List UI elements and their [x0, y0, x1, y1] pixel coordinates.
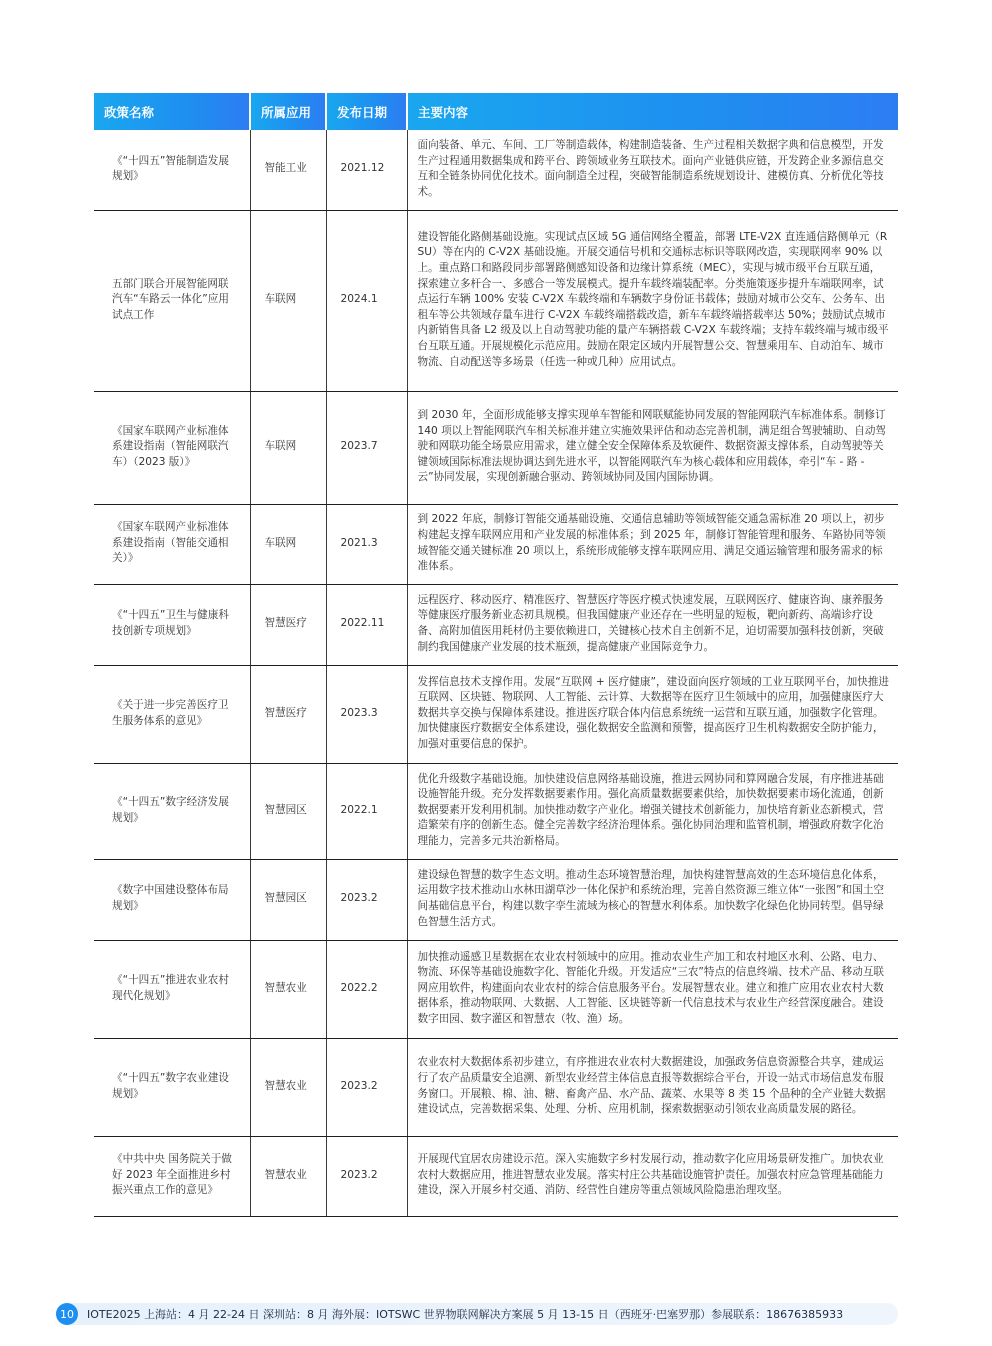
policy-name-cell: 《数字中国建设整体布局规划》 [94, 859, 250, 940]
application-cell: 智慧农业 [250, 1038, 326, 1136]
main-content-cell: 到 2022 年底，制修订智能交通基础设施、交通信息辅助等领域智能交通急需标准 20 项以上，初步构建起支撑车联网应用和产业发展的标准体系；到 2025 年，制修订智能管理和服务、车路协同等领域智能交通关键标准 20 项以上，系统形成能够支撑车联网应用、满足交通运输管理和服务需求的标准体系。 [407, 504, 898, 584]
release-date-cell: 2023.2 [326, 1136, 407, 1216]
header-application: 所属应用 [250, 93, 326, 130]
table-row [94, 763, 898, 859]
table-row [94, 504, 898, 584]
policy-name-cell: 《关于进一步完善医疗卫生服务体系的意见》 [94, 665, 250, 763]
release-date-cell: 2023.2 [326, 859, 407, 940]
main-content-cell: 加快推动遥感卫星数据在农业农村领域中的应用。推动农业生产加工和农村地区水利、公路、电力、物流、环保等基础设施数字化、智能化升级。开发适应“三农”特点的信息终端、技术产品、移动互联网应用软件，构建面向农业农村的综合信息服务平台。发展智慧农业。建立和推广应用农业农村大数据体系，推动物联网、大数据、人工智能、区块链等新一代信息技术与农业生产经营深度融合。建设数字田园、数字灌区和智慧农（牧、渔）场。 [407, 940, 898, 1038]
policy-name-cell: 《中共中央 国务院关于做好 2023 年全面推进乡村振兴重点工作的意见》 [94, 1136, 250, 1216]
policy-table [94, 93, 898, 1217]
header-policy-name: 政策名称 [94, 93, 250, 130]
main-content-cell: 优化升级数字基础设施。加快建设信息网络基础设施，推进云网协同和算网融合发展，有序推进基础设施智能升级。充分发挥数据要素作用。强化高质量数据要素供给，加快数据要素市场化流通，创新数据要素开发利用机制。加快推动数字产业化。增强关键技术创新能力，加快培育新业态新模式，营造繁荣有序的创新生态。健全完善数字经济治理体系。强化协同治理和监管机制，增强政府数字化治理能力，完善多元共治新格局。 [407, 763, 898, 859]
main-content-cell: 远程医疗、移动医疗、精准医疗、智慧医疗等医疗模式快速发展，互联网医疗、健康咨询、康养服务等健康医疗服务新业态初具规模。但我国健康产业还存在一些明显的短板，靶向新药、高端诊疗设备、高附加值医用耗材仍主要依赖进口，关键核心技术自主创新不足，迫切需要加强科技创新，突破制约我国健康产业发展的技术瓶颈，提高健康产业国际竞争力。 [407, 584, 898, 665]
release-date-cell: 2021.12 [326, 130, 407, 210]
policy-name-cell: 五部门联合开展智能网联汽车“车路云一体化”应用试点工作 [94, 210, 250, 391]
table-row [94, 859, 898, 940]
application-cell: 智慧农业 [250, 1136, 326, 1216]
table-row [94, 130, 898, 210]
table-body [94, 130, 898, 1216]
policy-name-cell: 《“十四五”智能制造发展规划》 [94, 130, 250, 210]
table-row [94, 940, 898, 1038]
table-row [94, 665, 898, 763]
footer-text: IOTE2025 上海站：4 月 22-24 日 深圳站：8 月 海外展：IOTSWC 世界物联网解决方案展 5 月 13-15 日（西班牙·巴塞罗那）参展联系：18676385933 [87, 1308, 844, 1321]
main-content-cell: 农业农村大数据体系初步建立，有序推进农业农村大数据建设，加强政务信息资源整合共享，建成运行了农产品质量安全追溯、新型农业经营主体信息直报等数据综合平台，开设一站式市场信息发布服务窗口。开展粮、棉、油、糖、畜禽产品、水产品、蔬菜、水果等 8 类 15 个品种的全产业链大数据建设试点，完善数据采集、处理、分析、应用机制，探索数据驱动引领农业高质量发展的路径。 [407, 1038, 898, 1136]
application-cell: 智能工业 [250, 130, 326, 210]
application-cell: 智慧园区 [250, 859, 326, 940]
application-cell: 智慧医疗 [250, 665, 326, 763]
header-release-date: 发布日期 [326, 93, 407, 130]
release-date-cell: 2021.3 [326, 504, 407, 584]
application-cell: 智慧农业 [250, 940, 326, 1038]
table-row [94, 210, 898, 391]
application-cell: 车联网 [250, 504, 326, 584]
policy-name-cell: 《“十四五”推进农业农村现代化规划》 [94, 940, 250, 1038]
main-content-cell: 发挥信息技术支撑作用。发展“互联网 + 医疗健康”，建设面向医疗领域的工业互联网平台，加快推进互联网、区块链、物联网、人工智能、云计算、大数据等在医疗卫生领域中的应用，加强健康医疗大数据共享交换与保障体系建设。推进医疗联合体内信息系统统一运营和互联互通，加强数字化管理。加快健康医疗数据安全体系建设，强化数据安全监测和预警，提高医疗卫生机构数据安全防护能力，加强对重要信息的保护。 [407, 665, 898, 763]
application-cell: 车联网 [250, 391, 326, 504]
policy-name-cell: 《“十四五”数字农业建设规划》 [94, 1038, 250, 1136]
table-row [94, 1038, 898, 1136]
policy-name-cell: 《国家车联网产业标准体系建设指南（智能交通相关）》 [94, 504, 250, 584]
table-row [94, 584, 898, 665]
table-row [94, 391, 898, 504]
main-content-cell: 开展现代宜居农房建设示范。深入实施数字乡村发展行动，推动数字化应用场景研发推广。加快农业农村大数据应用，推进智慧农业发展。落实村庄公共基础设施管护责任。加强农村应急管理基础能力建设，深入开展乡村交通、消防、经营性自建房等重点领域风险隐患治理攻坚。 [407, 1136, 898, 1216]
application-cell: 智慧园区 [250, 763, 326, 859]
main-content-cell: 建设智能化路侧基础设施。实现试点区域 5G 通信网络全覆盖，部署 LTE-V2X 直连通信路侧单元（RSU）等在内的 C-V2X 基础设施。开展交通信号机和交通标志标识等联网改造，实现联网率 90% 以上。重点路口和路段同步部署路侧感知设备和边缘计算系统（MEC），实现与城市级平台互联互通，探索建立多杆合一、多感合一等发展模式。提升车载终端装配率。分类施策逐步提升车端联网率，试点运行车辆 100% 安装 C-V2X 车载终端和车辆数字身份证书载体；鼓励对城市公交车、公务车、出租车等公共领域存量车进行 C-V2X 车载终端搭载改造，新车车载终端搭载率达 50%；鼓励试点城市内新销售具备 L2 级及以上自动驾驶功能的量产车辆搭载 C-V2X 车载终端；支持车载终端与城市级平台互联互通。开展规模化示范应用。鼓励在限定区域内开展智慧公交、智慧乘用车、自动泊车、城市物流、自动配送等多场景（任选一种或几种）应用试点。 [407, 210, 898, 391]
release-date-cell: 2023.7 [326, 391, 407, 504]
table-header-row [94, 93, 898, 130]
footer-bar [56, 1303, 898, 1325]
policy-name-cell: 《“十四五”数字经济发展规划》 [94, 763, 250, 859]
policy-name-cell: 《“十四五”卫生与健康科技创新专项规划》 [94, 584, 250, 665]
release-date-cell: 2022.2 [326, 940, 407, 1038]
main-content-cell: 到 2030 年，全面形成能够支撑实现单车智能和网联赋能协同发展的智能网联汽车标准体系。制修订 140 项以上智能网联汽车相关标准并建立实施效果评估和动态完善机制，满足组合驾驶辅助、自动驾驶和网联功能全场景应用需求，建立健全安全保障体系及软硬件、数据资源支撑体系，自动驾驶等关键领域国际标准法规协调达到先进水平，以智能网联汽车为核心载体和应用载体，牵引“车 - 路 - 云”协同发展，实现创新融合驱动、跨领域协同及国内国际协调。 [407, 391, 898, 504]
policy-name-cell: 《国家车联网产业标准体系建设指南（智能网联汽车）（2023 版）》 [94, 391, 250, 504]
release-date-cell: 2024.1 [326, 210, 407, 391]
table-row [94, 1136, 898, 1216]
release-date-cell: 2022.11 [326, 584, 407, 665]
policy-table-container [94, 93, 898, 1217]
release-date-cell: 2023.3 [326, 665, 407, 763]
release-date-cell: 2023.2 [326, 1038, 407, 1136]
header-main-content: 主要内容 [407, 93, 898, 130]
main-content-cell: 面向装备、单元、车间、工厂等制造载体，构建制造装备、生产过程相关数据字典和信息模型，开发生产过程通用数据集成和跨平台、跨领域业务互联技术。面向产业链供应链，开发跨企业多源信息交互和全链条协同优化技术。面向制造全过程，突破智能制造系统规划设计、建模仿真、分析优化等技术。 [407, 130, 898, 210]
main-content-cell: 建设绿色智慧的数字生态文明。推动生态环境智慧治理，加快构建智慧高效的生态环境信息化体系，运用数字技术推动山水林田湖草沙一体化保护和系统治理，完善自然资源三维立体“一张图”和国土空间基础信息平台，构建以数字孪生流域为核心的智慧水利体系。加快数字化绿色化协同转型。倡导绿色智慧生活方式。 [407, 859, 898, 940]
release-date-cell: 2022.1 [326, 763, 407, 859]
page-number: 10 [56, 1303, 78, 1325]
application-cell: 智慧医疗 [250, 584, 326, 665]
application-cell: 车联网 [250, 210, 326, 391]
